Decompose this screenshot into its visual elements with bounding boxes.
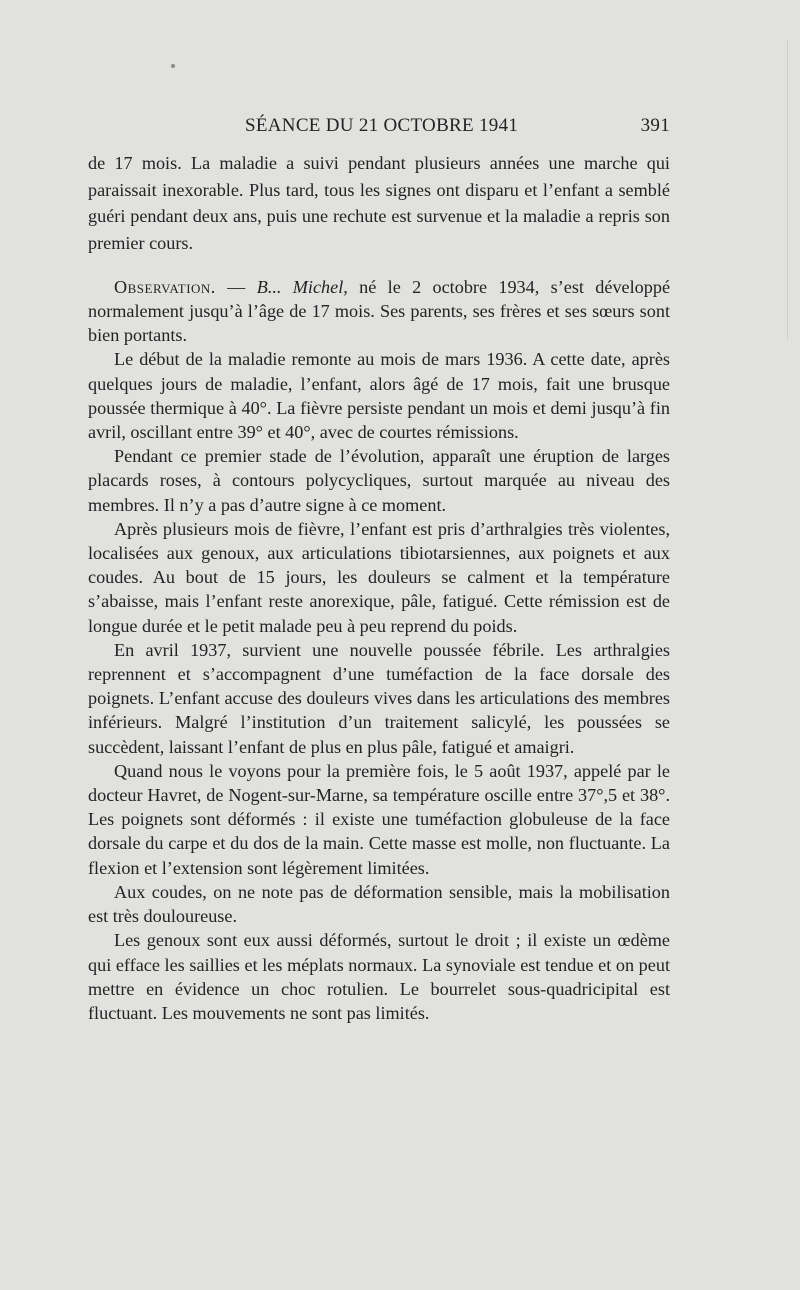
- observation-paragraph: [88, 275, 670, 348]
- paragraph-arthralgia: Après plusieurs mois de fièvre, l’enfant est pris d’arthralgies très violentes, localisées aux genoux, aux articulations tibiotarsiennes, aux poignets et aux coudes. Au bout de 15 jours, les douleurs se calment et la température s’abaisse, mais l’enfant reste anorexique, pâle, fatigué. Cette rémission est de longue durée et le petit malade peu à peu reprend du poids.: [88, 518, 670, 636]
- paragraph-elbows: Aux coudes, on ne note pas de déformation sensible, mais la mobilisation est très douloureuse.: [88, 881, 670, 927]
- paragraph-examination: Quand nous le voyons pour la première fois, le 5 août 1937, appelé par le docteur Havret, de Nogent-sur-Marne, sa température oscille entre 37°,5 et 38°. Les poignets sont déformés : il existe une tuméfaction globuleuse de la face dorsale du carpe et du dos de la main. Cette masse est molle, non fluctuante. La flexion et l’extension sont légèrement limitées.: [88, 760, 670, 878]
- patient-name: B... Michel,: [256, 276, 348, 297]
- page-number: 391: [640, 115, 670, 136]
- paragraph-onset: Le début de la maladie remonte au mois de mars 1936. A cette date, après quelques jours de maladie, l’enfant, alors âgé de 17 mois, fait une brusque poussée thermique à 40°. La fièvre persiste pendant un mois et demi jusqu’à fin avril, oscillant entre 39° et 40°, avec de courtes rémissions.: [88, 349, 670, 443]
- running-head: SÉANCE DU 21 OCTOBRE 1941: [245, 115, 519, 136]
- observation-label: Observation.: [114, 276, 216, 297]
- body-text: [88, 150, 670, 1025]
- paper-speck: [171, 64, 175, 68]
- observation-text: né le 2 octobre 1934, s’est développé normalement jusqu’à l’âge de 17 mois. Ses parents, ses frères et ses sœurs sont bien portants.: [88, 276, 671, 346]
- page-edge-shadow: [787, 40, 788, 340]
- paragraph-relapse: En avril 1937, survient une nouvelle poussée fébrile. Les arthralgies reprennent et s’accompagnent d’une tuméfaction de la face dorsale des poignets. L’enfant accuse des douleurs vives dans les articulations des membres inférieurs. Malgré l’institution d’un traitement salicylé, les poussées se succèdent, laissant l’enfant de plus en plus pâle, fatigué et amaigri.: [88, 639, 670, 757]
- paragraph-knees: Les genoux sont eux aussi déformés, surtout le droit ; il existe un œdème qui efface les saillies et les méplats normaux. La synoviale est tendue et on peut mettre en évidence un choc rotulien. Le bourrelet sous-quadricipital est fluctuant. Les mouvements ne sont pas limités.: [88, 930, 670, 1023]
- paragraph-eruption: Pendant ce premier stade de l’évolution, apparaît une éruption de larges placards roses, à contours polycycliques, surtout marquée au niveau des membres. Il n’y a pas d’autre signe à ce moment.: [88, 446, 670, 515]
- observation-dash: —: [215, 276, 257, 297]
- intro-paragraph: de 17 mois. La maladie a suivi pendant plusieurs années une marche qui paraissait inexorable. Plus tard, tous les signes ont disparu et l’enfant a semblé guéri pendant deux ans, puis une rechute est survenue et la maladie a repris son premier cours.: [88, 153, 670, 254]
- page-header: [88, 115, 670, 141]
